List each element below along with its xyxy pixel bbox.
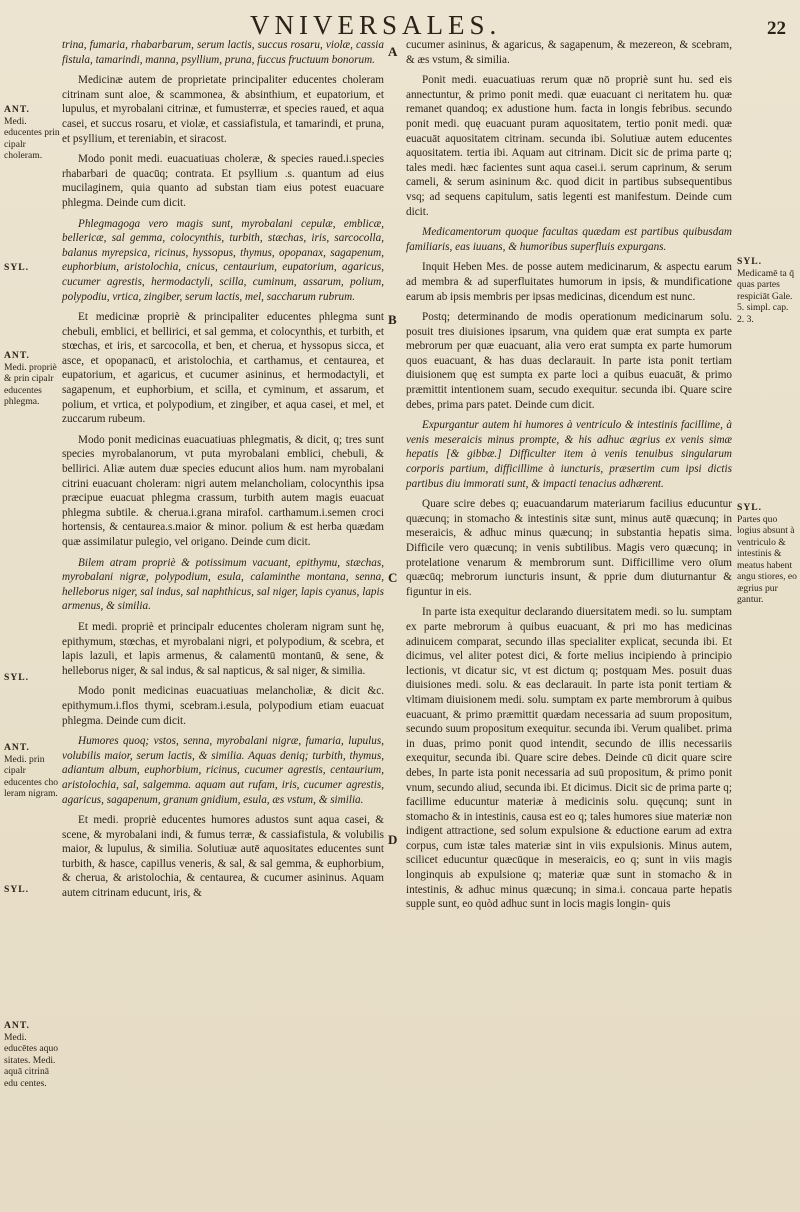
paragraph: Modo ponit medicinas euacuatiuas phlegmatis, & dicit, q; tres sunt species myrobalanorum, vt puta myrobalani emblici, chebuli, & bellirici. Aliæ autem duæ species educunt alios hum. nam myrobalani citrini euacuant choleram: nigri autem melancholiam, colocynthis ipsa præcipue euacuat phlegma crassum, turbith autem magis euacuat phlegma subtile. & cherua.i.grana mirafol. carthamum.i.semen croci hortensis, & centaurea.s.maior & minor. polium & est herba quædam quæ assimilatur pulegio, vel origano. Deinde cum dicit. — [62, 433, 384, 548]
paragraph: Expurgantur autem hi humores à ventriculo & intestinis facillime, à venis meseraicis minus prompte, & his adhuc ægrius ex venis simæ hepatis [& gibbæ.] Difficulter item à venis tenuibus singularum corporis partium, difficillime à iuncturis, præsertim cum ipsi dictis partibus diu immorati sunt, & impacti tenacius adhærent. — [406, 419, 732, 490]
margin-label: SYL. — [4, 672, 30, 683]
section-letter-a: A — [388, 44, 398, 59]
paragraph: Humores quoq; vstos, senna, myrobalani nigræ, fumaria, lupulus, volubilis maior, serum lactis, & similia. Aquas deniq; turbith, thymus, adiantum album, euphorbium, ricinus, cucumer agrestis, centaurium, aristolochia, sal, salgemma. aquam aut rufam, iris, cucumer agrestis, agaricus, sagapenum, granum gnidium, esula, æs vstum, & similia. — [62, 735, 384, 806]
margin-note — [4, 350, 60, 408]
paragraph: cucumer asininus, & agaricus, & sagapenum, & mezereon, & scebram, & æs vstum, & similia. — [406, 39, 732, 66]
margin-note — [4, 104, 60, 162]
paragraph: trina, fumaria, rhabarbarum, serum lactis, succus rosaru, violæ, cassia fistula, tamarindi, manna, psyllium, pruna, fuccus fructuum bonorum. — [62, 39, 384, 66]
margin-label: SYL. — [737, 256, 763, 267]
paragraph: Ponit medi. euacuatiuas rerum quæ nō propriè sunt hu. sed eis annectuntur, & primo ponit medi. quæ euacuant ci neritatem hu. quæ remanet quandoq; ex adustione hum. facta in longis febribus. secundo ponit medi. quę euacuant puram aquositatem, tertio ponit medi. quæ euacuāt aquositatem citrinam. secunda ibi. Solutiuæ autem educentes aquositatem. tertia ibi. Aquam aut citrinam. Dicit sic de prima parte q; tales medi. hæc facientes sunt aqua casei.i. serum caprinum, & serum cameli, & serum asininum &c. quod dicit in partibus subsequentibus vsq; ad sequens capitulum, satis legenti est manifestum. Deinde cum dicit. — [406, 74, 732, 218]
paragraph: Inquit Heben Mes. de posse autem medicinarum, & aspectu earum ad membra & ad superfluitates humorum in ipsis, & mundificatione earum ab ipsis membris per ipsas medicinas, dicendum est nunc. — [406, 261, 732, 303]
margin-label: ANT. — [4, 742, 30, 753]
paragraph: Medicamentorum quoque facultas quædam est partibus quibusdam familiaris, eas iuuans, & humoribus superfluis expurgans. — [406, 226, 732, 253]
margin-note — [737, 502, 797, 606]
margin-label: SYL. — [4, 884, 30, 895]
margin-label: ANT. — [4, 104, 30, 115]
section-letter-c: C — [388, 570, 398, 585]
paragraph: Et medi. propriè educentes humores adustos sunt aqua casei, & scene, & myrobalani indi, & fumus terræ, & cassiafistula, & volubilis maior, & lupulus, & similia. Solutiuæ autē aquositates educentes sunt turbith, & hasce, capillus veneris, & sal, & sal gemma, & euphorbium, & cherua, & aristolochia, & centaurea, & cucumer asininus. Aquam autem citrinam educunt, iris, & — [62, 814, 384, 900]
margin-text: Medi. propriè & prin cipalr educentes phlegma. — [4, 361, 57, 407]
paragraph: Et medicinæ propriè & principaliter educentes phlegma sunt chebuli, emblici, et bellirici, et sal gemma, et colocynthis, et turbith, et stœchas, et iris, et sarcocolla, et ben, et cherua, et hyssopus sicca, et asce, et opopanacū, et aristolochia, et carthamus, et centaurea, et eupatorium, et agaricus, et cucumer asininus, et hermodactyli, et sagapenum, et euphorbium, et scilla, et cyminum, et assarum, et polium, et vrtica, et polypodium, et zingiber, et aqua casei, et mel, et zuccarum rubeum. — [62, 311, 384, 426]
paragraph: Et medi. propriè et principalr educentes choleram nigram sunt hę, epithymum, stœchas, et myrobalani nigri, et polypodium, & scebra, et lapis lazuli, et lapis armenus, & calamentū montanū, & sene, & helleborus niger, & sal indus, & sal napticus, & sal niger, & similia. — [62, 620, 384, 677]
left-text-column — [62, 38, 384, 907]
margin-label: SYL. — [737, 502, 763, 513]
margin-label: ANT. — [4, 350, 30, 361]
margin-text: Medicamē ta q̄ quas partes respiciāt Gale. 5. simpl. cap. 2. 3. — [737, 267, 795, 325]
right-text-column — [406, 38, 732, 918]
margin-text: Medi. prin cipalr educentes cho leram nigram. — [4, 753, 59, 799]
paragraph: Modo ponit medi. euacuatiuas choleræ, & species raued.i.species rhabarbari de quacūq; contrata. Et psyllium .s. quantum ad eius mucilaginem, quia quanto ad substan tiam eius potest euacuare phlegma. Deinde cum dicit. — [62, 153, 384, 209]
margin-label: SYL. — [4, 262, 30, 273]
section-letter-d: D — [388, 832, 398, 847]
margin-label: ANT. — [4, 1020, 30, 1031]
margin-text: Partes quo logius absunt à ventriculo & intestinis & meatus habent angu stiores, eo ægrius pur gantur. — [737, 513, 797, 605]
paragraph: Medicinæ autem de proprietate principaliter educentes choleram citrinam sunt aloe, & scammonea, & absinthium, et eupatorium, et lupulus, et myrobalani citrinæ, et fumusterræ, et species raued, et aqua casei, et succus rosaru, et violæ, et cassiafistula, et tamarindi, et pruna, et psyllium, et tereniabin, et siracost. — [62, 74, 384, 145]
margin-note — [4, 1020, 60, 1089]
margin-note — [737, 256, 797, 325]
paragraph: Bilem atram propriè & potissimum vacuant, epithymu, stæchas, myrobalani nigræ, polypodium, esula, calaminthe montana, senna, helleborus niger, sal indus, sal naphthicus, sal niger, lapis cyanus, lapis armenus, & similia. — [62, 556, 384, 613]
paragraph: In parte ista exequitur declarando diuersitatem medi. so lu. sumptam ex parte mebrorum à quibus euacuant, & pri mo has medicinas adinuicem comparat, secundo illas specialiter explicat, secunda ibi. Et dicimus, vel aliter potest dici, & forte melius incipiendo à principio lectionis, vt dicatur sic, vt est dictum q; postquam Mes. posuit duas diuisiones medi. solu. & eas declarauit. In parte ista ponit tertiam & vltimam diuisionem medi. solu. sumptam ex parte membrorum à quibus euacuant, & primo præmittit quædam necessaria ad suum propositum, secundo suum propositum exequitur. secunda ibi. Verum qualibet. prima in duas, primo ponit quod intendit, secundo de illis necessariis exequitur, secunda ibi. Quare scire debes. Deinde cū dicit quare scire debes, In parte ista ponit necessaria ad suū propositum, & primo ponit vnum, secundo aliud, secunda ibi. Et dicimus. Dicit sic de prima parte q; facillime educuntur materiæ à medicinis solu. quęcunq; sunt in stomacho & in intestinis, causa est eo q; tales humores siue materiæ non indigent attractione, sed solum expulsione & eductione earum ad extra corpus, cum istæ tales materiæ sint in viis expulsionis. Minus autem, scilicet educuntur quæcūque in meseraicis, eo q; sunt in viis magis longinquis ab expulsione q; materiæ quæ sunt in stomacho & in intestinis, & adhuc minus quæcunq; in sima.i. concaua parte hepatis supple sunt, eo quòd adhuc sunt in locis magis longin- quis — [406, 606, 732, 911]
margin-note — [4, 742, 60, 800]
paragraph: Quare scire debes q; euacuandarum materiarum facilius educuntur quæcunq; in stomacho & intestinis sitæ sunt, minus autē quæcunq; in meseraicis, & adhuc minus quæcunq; in substantia hepatis sima. Difficile vero quæcunq; in venis subtilibus. Magis vero quæcunq; in protelatione venarum & membrorum sunt. Difficillime vero oīum quæcūq; mebrorum iuncturis insunt, & pprie dum diuturnantur & figuntur in eis. — [406, 498, 732, 598]
section-letter-b: B — [388, 312, 397, 327]
margin-note — [4, 262, 60, 274]
margin-text: Medi. educētes aquo sitates. Medi. aquā citrinā edu centes. — [4, 1031, 59, 1089]
paragraph: Modo ponit medicinas euacuatiuas melancholiæ, & dicit &c. epithymum.i.flos thymi, scebram.i.esula, polypodium etiam euacuat phlegma. Deinde cum dicit. — [62, 685, 384, 727]
margin-note — [4, 884, 60, 896]
paragraph: Phlegmagoga vero magis sunt, myrobalani cepulæ, emblicæ, bellericæ, sal gemma, colocynthis, turbith, stæchas, iris, sarcocolla, balanus myrepsica, ricinus, hyssopus, thymus, opopanax, sagapenum, euphorbium, aristolochia, cnicus, centaurium, eupatorium, agaricus, cucumer agrestis, hermodactyli, scilla, cuminum, assarum, polium, polypodiu, vrtica, zingiber, serum lactis, mel, saccharum rubrum. — [62, 217, 384, 303]
page-number: 22 — [767, 18, 786, 39]
running-title: VNIVERSALES. — [250, 10, 502, 40]
margin-note — [4, 672, 60, 684]
paragraph: Postq; determinando de modis operationum medicinarum solu. posuit tres diuisiones ipsarum, vna quidem quæ erat sumpta ex parte mebrorum per quæ euacuant, alia vero erat sumpta ex parte humorum quos euacuant, & has duas declarauit. In parte ista ponit tertiam diuisionem quę est sumpta ex parte loci a quibus euacuāt, & primo præmittit intentionem suam, secudo exequitur. secunda ibi. Quare scire debes, prima pars patet. Deinde cum dicit. — [406, 311, 732, 411]
margin-text: Medi. educentes prin cipalr choleram. — [4, 115, 60, 161]
